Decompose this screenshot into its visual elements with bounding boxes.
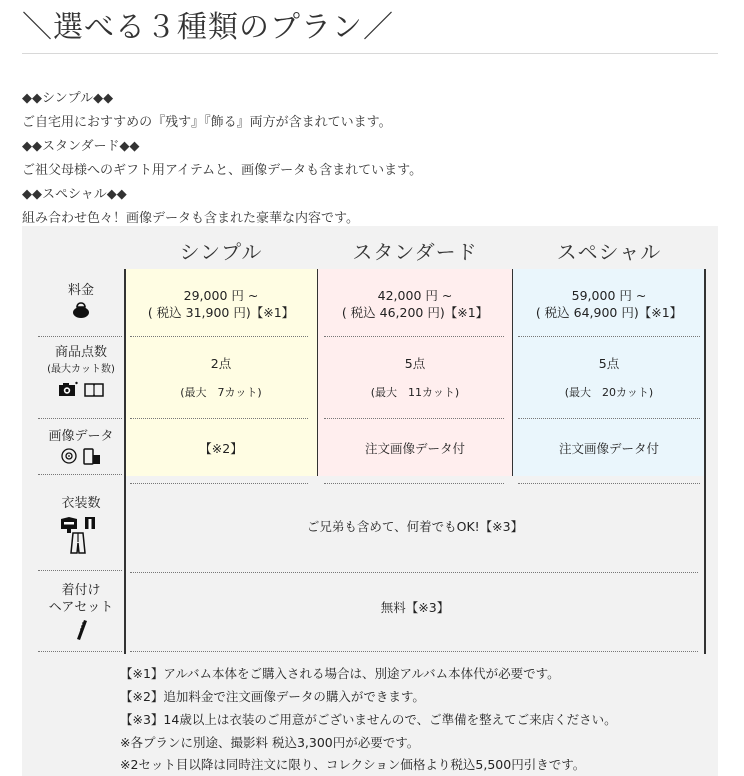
- row-separator: [130, 418, 308, 419]
- row-separator: [518, 336, 700, 337]
- note-4: ※各プランに別途、撮影料 税込3,300円が必要です。: [120, 735, 420, 750]
- camera-icon: [58, 381, 78, 397]
- row-label-items-text: 商品点数: [54, 345, 107, 360]
- costume-value: ご兄弟も含めて、何着でもOK!【※3】: [306, 519, 524, 534]
- row-separator: [518, 483, 700, 484]
- intro-standard-title: ◆◆スタンダード◆◆: [22, 139, 140, 154]
- simple-price: 29,000 円 ~: [183, 288, 259, 303]
- row-label-image-data: [38, 428, 124, 465]
- special-price-tax: ( 税込 64,900 円)【※1】: [535, 305, 683, 320]
- simple-price-tax: ( 税込 31,900 円)【※1】: [147, 305, 295, 320]
- heading-divider: [22, 53, 718, 54]
- row-label-dressing-text: 着付け: [61, 583, 101, 598]
- standard-price-cell: [318, 287, 512, 321]
- row-label-costume: [38, 495, 124, 555]
- row-separator: [38, 336, 122, 337]
- standard-price: 42,000 円 ~: [377, 288, 453, 303]
- simple-price-cell: [124, 287, 318, 321]
- cd-disc-icon: [61, 448, 77, 464]
- standard-image-data: 注文画像データ付: [364, 441, 465, 456]
- plan-name-special: スペシャル: [556, 240, 662, 264]
- row-separator: [38, 570, 122, 571]
- row-separator: [324, 418, 504, 419]
- special-max-cuts: (最大 20カット): [564, 386, 654, 399]
- standard-price-tax: ( 税込 46,200 円)【※1】: [341, 305, 489, 320]
- note-1: 【※1】アルバム本体をご購入される場合は、別途アルバム本体代が必要です。: [120, 666, 560, 681]
- hair-value: 無料【※3】: [380, 600, 450, 615]
- row-label-image-data-text: 画像データ: [48, 429, 114, 444]
- intro-special-desc: 組み合わせ色々！画像データも含まれた豪華な内容です。: [22, 211, 359, 226]
- row-label-price: [38, 282, 124, 318]
- note-5: ※2セット目以降は同時注文に限り、コレクション価格より税込5,500円引きです。: [120, 757, 586, 772]
- row-separator: [518, 418, 700, 419]
- row-separator: [324, 483, 504, 484]
- plan-name-standard: スタンダード: [352, 240, 478, 264]
- album-book-icon: [84, 381, 104, 397]
- purse-icon: [72, 302, 90, 318]
- intro-simple-desc: ご自宅用におすすめの『残す』『飾る』両方が含まれています。: [22, 115, 392, 130]
- special-price-cell: [512, 287, 706, 321]
- intro-special-title: ◆◆スペシャル◆◆: [22, 187, 127, 202]
- row-separator: [38, 474, 122, 475]
- comb-icon: [74, 619, 88, 641]
- row-label-costume-text: 衣装数: [61, 496, 101, 511]
- row-label-items: [38, 344, 124, 397]
- row-separator: [130, 483, 308, 484]
- special-items-count: 5点: [598, 356, 620, 371]
- intro-standard-desc: ご祖父母様へのギフト用アイテムと、画像データも含まれています。: [22, 163, 423, 178]
- simple-image-data: 【※2】: [199, 441, 243, 456]
- row-label-dressing-hair: [38, 582, 124, 641]
- page-heading: ＼選べる３種類のプラン／: [22, 10, 394, 45]
- standard-items-count: 5点: [404, 356, 426, 371]
- row-separator: [130, 572, 698, 573]
- simple-max-cuts: (最大 7カット): [180, 386, 262, 399]
- note-2: 【※2】追加料金で注文画像データの購入ができます。: [120, 689, 425, 704]
- row-label-price-text: 料金: [67, 283, 94, 298]
- special-image-data: 注文画像データ付: [558, 441, 659, 456]
- costume-icon: [59, 515, 103, 555]
- note-3: 【※3】14歳以上は衣装のご用意がございませんので、ご準備を整えてご来店ください。: [120, 712, 617, 727]
- row-separator: [130, 651, 698, 652]
- row-separator: [38, 418, 122, 419]
- intro-simple-title: ◆◆シンプル◆◆: [22, 91, 114, 106]
- plan-name-simple: シンプル: [179, 240, 263, 264]
- simple-items-count: 2点: [210, 356, 232, 371]
- row-separator: [38, 651, 122, 652]
- row-label-items-sub: (最大カット数): [47, 364, 115, 375]
- smartphone-icon: [83, 448, 101, 465]
- row-separator: [324, 336, 504, 337]
- shared-rows-area: [124, 476, 706, 654]
- special-price: 59,000 円 ~: [571, 288, 647, 303]
- row-separator: [130, 336, 308, 337]
- row-label-hairset-text: ヘアセット: [48, 600, 114, 615]
- standard-max-cuts: (最大 11カット): [370, 386, 460, 399]
